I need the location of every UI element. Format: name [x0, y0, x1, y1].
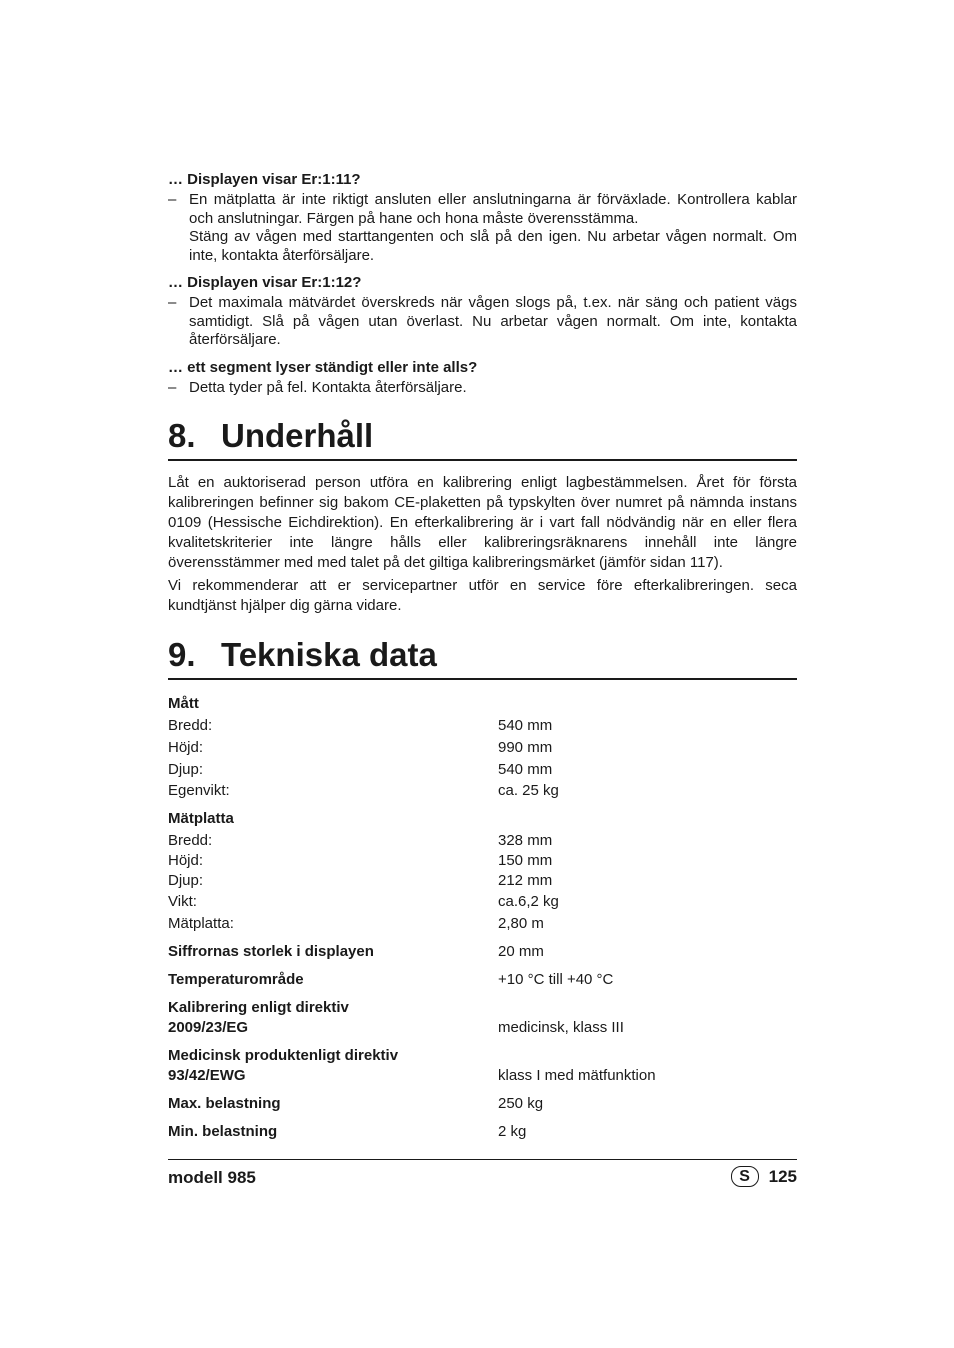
- faq-question: … ett segment lyser ständigt eller inte alls?: [168, 358, 478, 376]
- spec-row: Siffrornas storlek i displayen 20 mm: [168, 943, 544, 960]
- section-number: 8.: [168, 417, 196, 454]
- spec-row: Djup: 540 mm: [168, 761, 553, 778]
- spec-row: Bredd: 540 mm: [168, 717, 553, 734]
- faq-item-er-1-11: [168, 170, 797, 265]
- answer-line: Detta tyder på fel. Kontakta återförsäljare.: [189, 378, 467, 396]
- spec-row: Djup: 212 mm: [168, 872, 553, 889]
- bullet-dash: –: [168, 378, 177, 396]
- spec-row: Egenvikt: ca. 25 kg: [168, 782, 559, 799]
- faq-question: … Displayen visar Er:1:12?: [168, 274, 362, 291]
- page-content: [168, 170, 797, 1140]
- spec-row: Bredd: 328 mm: [168, 832, 553, 849]
- maintenance-paragraph: Låt en auktoriserad person utföra en kalibrering enligt lagbestämmelsen. Året för första kalibreringen befinner sig bakom CE-plaketten på typskylten över numret på nämnda instans 0109 (Hessische Eichdirektion). En efterkalibrering är i vart fall nödvändig när en eller flera kvalitetskriterier inte längre hålls eller kalibreringsräknarens innehåll inte längre överensstämmer med med talet på det giltiga kalibreringsmärket (jämför sidan 117).: [168, 474, 797, 571]
- spec-row: Max. belastning 250 kg: [168, 1095, 544, 1112]
- spec-row: Höjd: 150 mm: [168, 852, 553, 869]
- answer-line: En mätplatta är inte riktigt ansluten eller anslutningarna är förväxlade. Kontrollera kablar och anslutningar. Färgen på hane och hona måste överensstämma.: [189, 191, 797, 227]
- faq-item-segment: [168, 358, 797, 398]
- spec-row: Mätplatta: 2,80 m: [168, 915, 544, 932]
- language-badge: S: [731, 1166, 759, 1187]
- section-title: Tekniska data: [221, 636, 437, 673]
- spec-row: 2009/23/EG medicinsk, klass III: [168, 1019, 624, 1036]
- spec-row: Kalibrering enligt direktiv: [168, 999, 349, 1016]
- faq-item-er-1-12: [168, 273, 797, 350]
- section-heading-tekniska-data: [168, 634, 797, 680]
- answer-line: Det maximala mätvärdet överskreds när vågen slogs på, t.ex. när säng och patient vägs samtidigt. Slå på vågen utan överlast. Nu arbetar vågen normalt. Om inte, kontakta återförsäljare.: [189, 294, 797, 348]
- maintenance-paragraph: Vi rekommenderar att er servicepartner utför en service före efterkalibreringen. seca kundtjänst hjälper dig gärna vidare.: [168, 577, 797, 614]
- model-name: modell 985: [168, 1168, 256, 1187]
- spec-row: 93/42/EWG klass I med mätfunktion: [168, 1067, 656, 1084]
- page-number: 125: [768, 1166, 797, 1186]
- faq-question: … Displayen visar Er:1:11?: [168, 171, 361, 188]
- section-heading-underhall: [168, 415, 797, 461]
- faq-answer: [168, 294, 797, 350]
- faq-answer: [168, 191, 797, 265]
- spec-row: Medicinsk produktenligt direktiv: [168, 1047, 399, 1064]
- section-number: 9.: [168, 636, 196, 673]
- faq-answer: [168, 379, 797, 398]
- page-footer: [168, 1159, 797, 1187]
- spec-row: Min. belastning 2 kg: [168, 1123, 527, 1140]
- spec-group-heading: Mätplatta: [168, 810, 234, 827]
- footer-page-info: [731, 1166, 797, 1187]
- spec-group-heading: Mått: [168, 695, 199, 712]
- bullet-dash: –: [168, 191, 177, 208]
- spec-row: Höjd: 990 mm: [168, 739, 553, 756]
- spec-table: [168, 690, 797, 1140]
- spec-row: Vikt: ca.6,2 kg: [168, 893, 559, 910]
- bullet-dash: –: [168, 294, 177, 311]
- answer-line: Stäng av vågen med starttangenten och slå på den igen. Nu arbetar vågen normalt. Om inte, kontakta återförsäljare.: [189, 228, 797, 264]
- spec-row: Temperaturområde +10 °C till +40 °C: [168, 971, 614, 988]
- section-title: Underhåll: [221, 417, 374, 454]
